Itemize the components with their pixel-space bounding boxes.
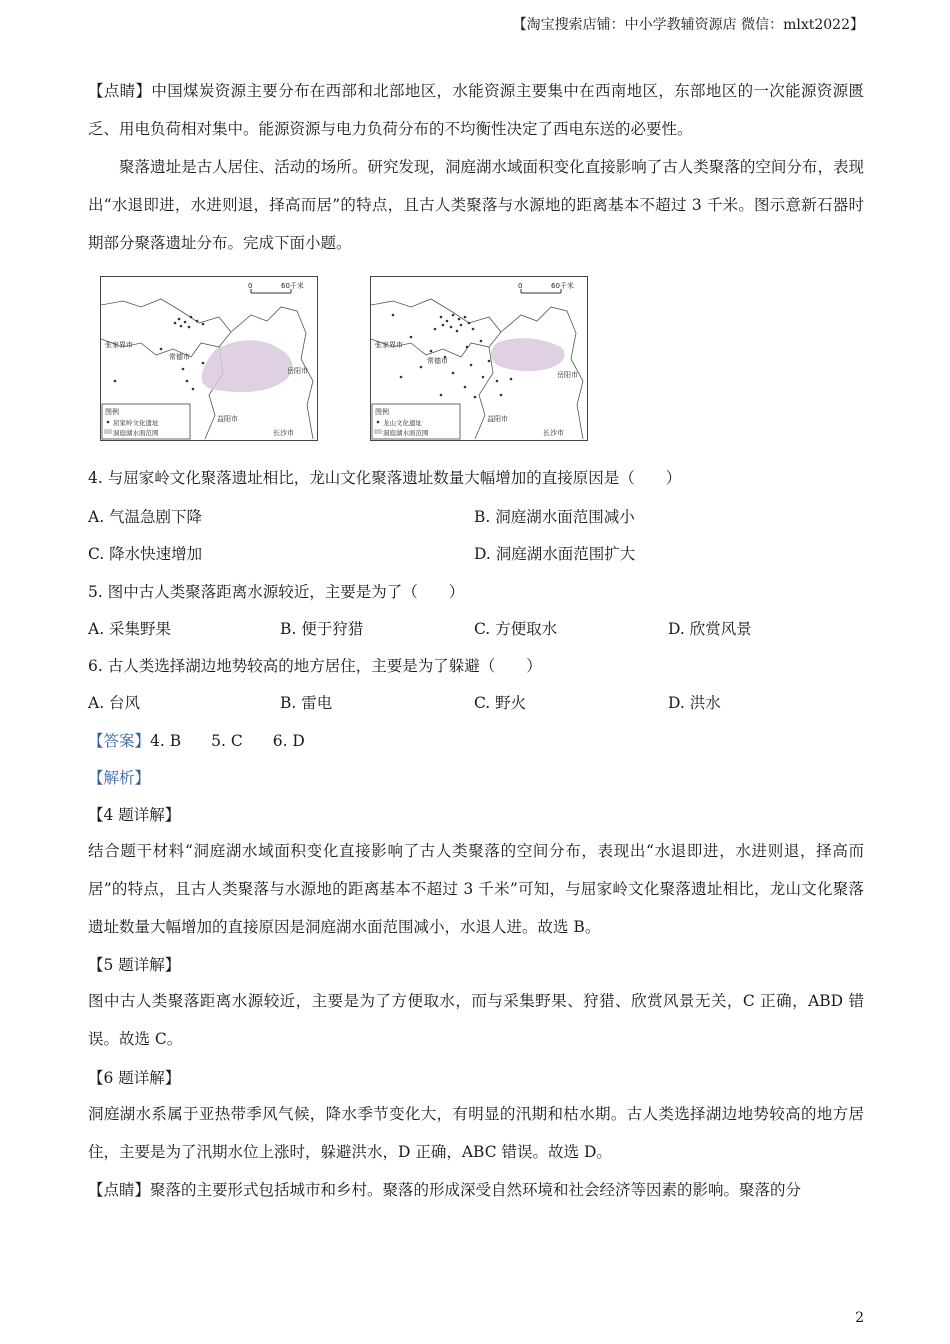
map1-city-changde: 常德市 [169, 353, 190, 361]
map2-city-yueyang: 岳阳市 [557, 371, 578, 379]
map2-legend-sites: 龙山文化遗址 [383, 419, 422, 427]
answer-tag: 【答案】 [88, 732, 151, 750]
page-header: 【淘宝搜索店铺：中小学教辅资源店 微信：mlxt2022】 [512, 17, 864, 33]
q4-option-d: D. 洞庭湖水面范围扩大 [474, 545, 636, 563]
map1-legend-lake: 洞庭湖水面范围 [113, 429, 159, 437]
dianjing-tag: 【点睛】 [88, 82, 152, 100]
question-4-stem: 4. 与屈家岭文化聚落遗址相比，龙山文化聚落遗址数量大幅增加的直接原因是（ ） [88, 469, 682, 487]
q6-option-c: C. 野火 [474, 694, 527, 712]
map-qujialing [100, 276, 318, 441]
map1-legend-sites: 屈家岭文化遗址 [113, 419, 159, 427]
q5-option-b: B. 便于狩猎 [280, 620, 364, 638]
answer-6: 6. D [272, 732, 305, 750]
dianjing-text: 中国煤炭资源主要分布在西部和北部地区，水能资源主要集中在西南地区，东部地区的一次能源资源匮乏、用电负荷相对集中。能源资源与电力负荷分布的不均衡性决定了西电东送的必要性。 [88, 82, 864, 138]
map1-city-zhangjiajie: 张家界市 [105, 341, 133, 349]
q4-option-c: C. 降水快速增加 [88, 545, 203, 563]
map-qujialing-svg [101, 277, 317, 440]
passage: 聚落遗址是古人居住、活动的场所。研究发现，洞庭湖水域面积变化直接影响了古人类聚落的空间分布，表现出“水退即进，水进则退，择高而居”的特点，且古人类聚落与水源地的距离基本不超过 3 千米。图示意新石器时期部分聚落遗址分布。完成下面小题。 [88, 158, 864, 252]
detail-5-tag: 【5 题详解】 [88, 956, 181, 974]
map-longshan [370, 276, 588, 441]
detail-4-text: 结合题干材料“洞庭湖水域面积变化直接影响了古人类聚落的空间分布，表现出“水退即进，水进则退，择高而居”的特点，且古人类聚落与水源地的距离基本不超过 3 千米”可知，与屈家岭文化聚落遗址相比，龙山文化聚落遗址数量大幅增加的直接原因是洞庭湖水面范围减小，水退人进。故选 B。 [88, 842, 864, 936]
detail-6-tag: 【6 题详解】 [88, 1069, 181, 1087]
final-dianjing-tag: 【点睛】 [88, 1181, 151, 1199]
map2-legend-title: 图例 [375, 408, 389, 416]
map2-legend-lake: 洞庭湖水面范围 [383, 429, 429, 437]
map2-city-yiyang: 益阳市 [487, 415, 508, 423]
question-5-stem: 5. 图中古人类聚落距离水源较近，主要是为了（ ） [88, 583, 465, 601]
map1-legend-title: 图例 [105, 408, 119, 416]
detail-4-tag: 【4 题详解】 [88, 806, 181, 824]
question-6-stem: 6. 古人类选择湖边地势较高的地方居住，主要是为了躲避（ ） [88, 657, 542, 675]
q5-option-a: A. 采集野果 [88, 620, 172, 638]
map2-scale: 60千米 [551, 282, 574, 290]
map1-city-yueyang: 岳阳市 [287, 367, 308, 375]
intro-dianjing [88, 72, 864, 148]
q6-option-b: B. 雷电 [280, 694, 333, 712]
map1-scale-zero: 0 [248, 282, 253, 290]
map-longshan-svg [371, 277, 587, 440]
map1-city-changsha: 长沙市 [273, 429, 294, 437]
q4-option-a: A. 气温急剧下降 [88, 508, 203, 526]
q5-option-c: C. 方便取水 [474, 620, 558, 638]
detail-5-text: 图中古人类聚落距离水源较近，主要是为了方便取水，而与采集野果、狩猎、欣赏风景无关，C 正确，ABD 错误。故选 C。 [88, 992, 864, 1048]
map2-city-changsha: 长沙市 [543, 429, 564, 437]
q5-option-d: D. 欣赏风景 [668, 620, 752, 638]
final-dianjing [88, 1178, 801, 1200]
answer-line [88, 729, 305, 751]
map2-city-changde: 常德市 [427, 357, 448, 365]
map2-city-zhangjiajie: 张家界市 [375, 341, 403, 349]
page-number: 2 [855, 1310, 864, 1326]
q6-option-a: A. 台风 [88, 694, 141, 712]
map1-city-yiyang: 益阳市 [217, 415, 238, 423]
answer-5: 5. C [211, 732, 243, 750]
final-dianjing-text: 聚落的主要形式包括城市和乡村。聚落的形成深受自然环境和社会经济等因素的影响。聚落的分 [150, 1181, 802, 1199]
detail-6-text: 洞庭湖水系属于亚热带季风气候，降水季节变化大，有明显的汛期和枯水期。古人类选择湖边地势较高的地方居住，主要是为了汛期水位上涨时，躲避洪水，D 正确，ABC 错误。故选 D。 [88, 1105, 864, 1161]
q6-option-d: D. 洪水 [668, 694, 721, 712]
answer-4: 4. B [150, 732, 182, 750]
q4-option-b: B. 洞庭湖水面范围减小 [474, 508, 635, 526]
map2-scale-zero: 0 [518, 282, 523, 290]
analysis-tag: 【解析】 [88, 769, 151, 787]
map1-scale: 60千米 [281, 282, 304, 290]
